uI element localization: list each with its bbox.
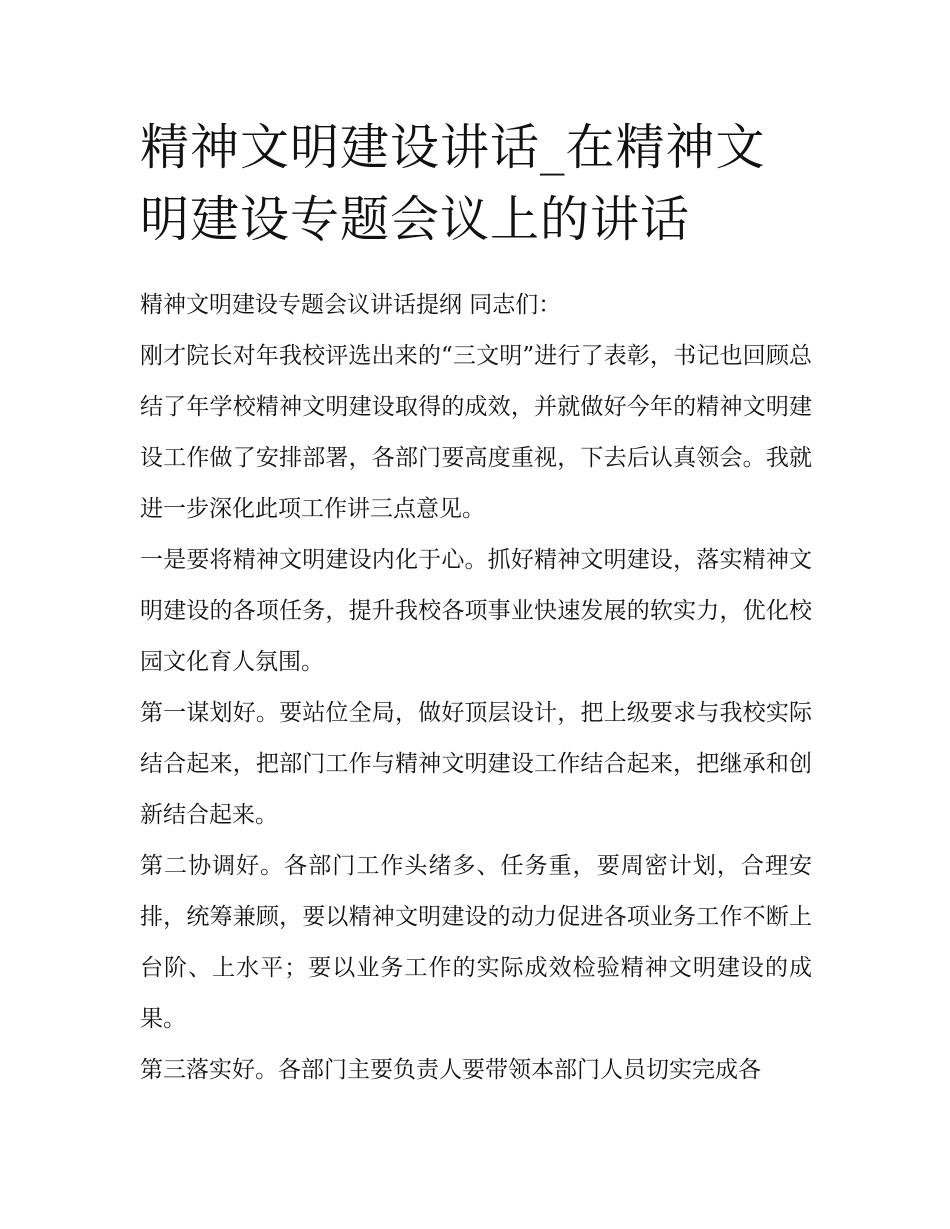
paragraph-point-one: 一是要将精神文明建设内化于心。抓好精神文明建设，落实精神文明建设的各项任务，提升我校各项事业快速发展的软实力，优化校园文化育人氛围。 bbox=[140, 547, 812, 675]
document-page bbox=[140, 112, 812, 1096]
document-title: 精神文明建设讲话_在精神文明建设专题会议上的讲话 bbox=[140, 119, 766, 248]
paragraph-greeting: 精神文明建设专题会议讲话提纲 同志们： bbox=[140, 292, 562, 318]
paragraph-third-implement: 第三落实好。各部门主要负责人要带领本部门人员切实完成各 bbox=[140, 1057, 761, 1083]
paragraph-first-plan: 第一谋划好。要站位全局，做好顶层设计，把上级要求与我校实际结合起来，把部门工作与精神文明建设工作结合起来，把继承和创新结合起来。 bbox=[140, 700, 812, 828]
paragraph-second-coordinate: 第二协调好。各部门工作头绪多、任务重，要周密计划，合理安排，统筹兼顾，要以精神文明建设的动力促进各项业务工作不断上台阶、上水平；要以业务工作的实际成效检验精神文明建设的成果。 bbox=[140, 853, 812, 1032]
paragraph-intro: 刚才院长对年我校评选出来的“三文明”进行了表彰，书记也回顾总结了年学校精神文明建设取得的成效，并就做好今年的精神文明建设工作做了安排部署，各部门要高度重视，下去后认真领会。我就进一步深化此项工作讲三点意见。 bbox=[140, 343, 812, 522]
